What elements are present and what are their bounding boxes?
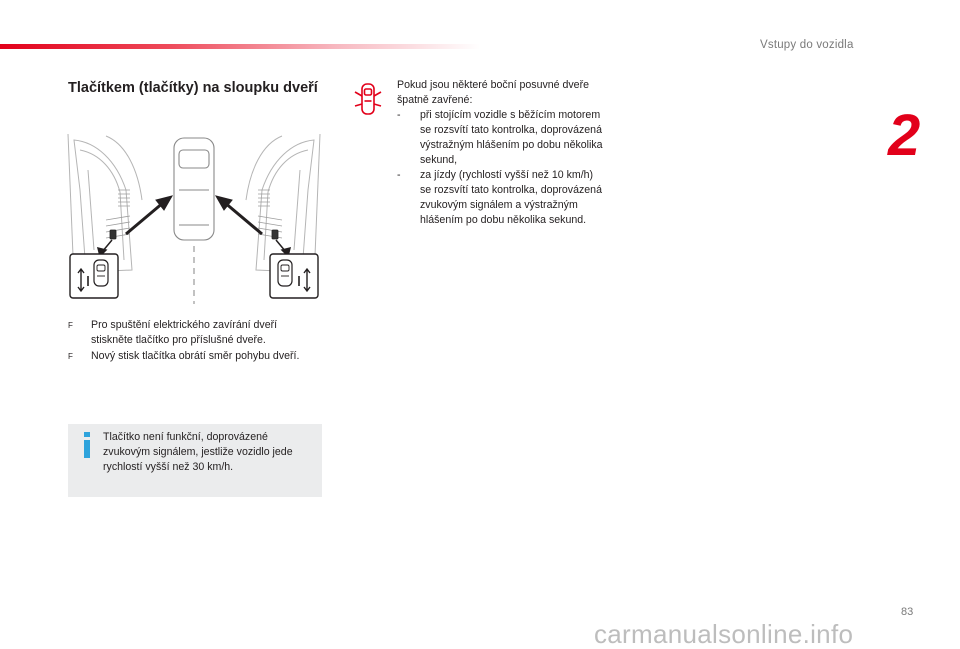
right-door-button-callout	[270, 254, 318, 298]
info-icon	[80, 432, 94, 458]
warning-item-text: za jízdy (rychlostí vyšší než 10 km/h) se rozsvítí tato kontrolka, doprovázená zvukovým signálem a výstražným hlášením po dobu několika sekund.	[420, 169, 602, 226]
warning-item	[397, 168, 607, 228]
instruction-list	[68, 318, 318, 365]
warning-intro: Pokud jsou některé boční posuvné dveře špatně zavřené:	[397, 79, 589, 106]
warning-item	[397, 108, 607, 168]
instruction-text: Nový stisk tlačítka obrátí směr pohybu dveří.	[91, 350, 300, 362]
instruction-text: Pro spuštění elektrického zavírání dveří stiskněte tlačítko pro příslušné dveře.	[91, 319, 278, 346]
warning-item-text: při stojícím vozidle s běžícím motorem se rozsvítí tato kontrolka, doprovázená výstražným hlášením po dobu několika sekund,	[420, 109, 603, 166]
header-accent-bar	[0, 44, 480, 49]
bullet-mark: F	[68, 321, 73, 330]
info-text: Tlačítko není funkční, doprovázené zvukovým signálem, jestliže vozidlo jede rychlostí vyšší než 30 km/h.	[103, 431, 293, 473]
instruction-item	[68, 318, 318, 348]
warning-text-block	[397, 78, 607, 228]
section-heading: Tlačítkem (tlačítky) na sloupku dveří	[68, 80, 318, 96]
info-box	[68, 424, 322, 497]
watermark: carmanualsonline.info	[594, 619, 854, 649]
chapter-title: Vstupy do vozidla	[760, 39, 854, 51]
door-open-warning-icon	[352, 82, 384, 116]
bullet-mark: F	[68, 352, 73, 361]
dash-mark: -	[397, 169, 401, 181]
left-door-button-callout	[70, 254, 118, 298]
page-number: 83	[901, 606, 914, 618]
sliding-door-buttons-illustration	[66, 130, 322, 306]
dash-mark: -	[397, 109, 401, 121]
instruction-item	[68, 349, 318, 364]
chapter-number: 2	[888, 103, 921, 168]
